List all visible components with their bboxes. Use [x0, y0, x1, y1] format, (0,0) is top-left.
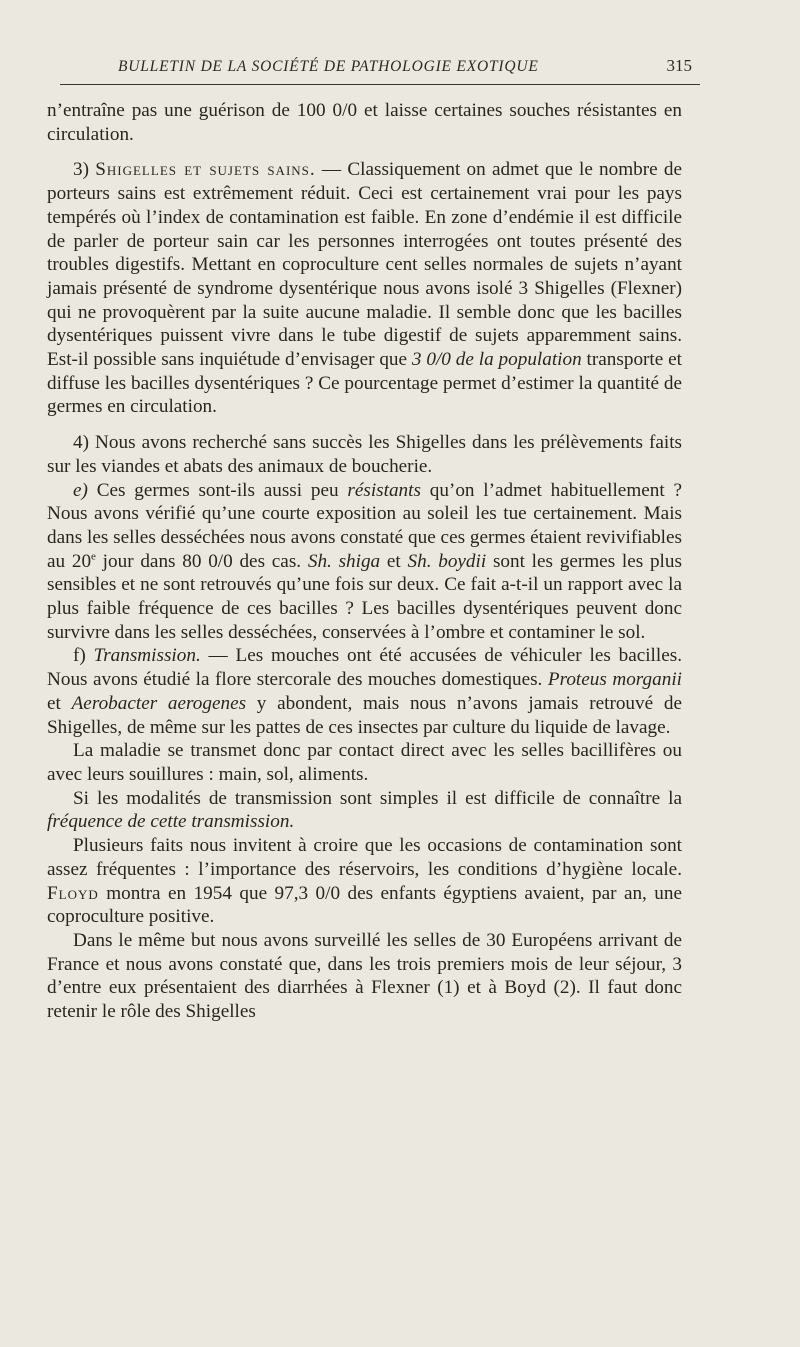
page-number: 315 [666, 56, 692, 75]
paragraph-text: et [47, 692, 72, 714]
emphasis-text: 3 0/0 de la population [411, 349, 582, 371]
running-header [60, 56, 700, 86]
paragraph-frequency [47, 787, 682, 834]
emphasis-text: fréquence de cette transmission. [47, 811, 295, 833]
paragraph-europeans: Dans le même but nous avons surveillé les selles de 30 Européens arrivant de France et nous avons constaté que, dans les trois premiers mois de leur séjour, 3 d’entre eux présentaient des diarrhées à Flexner (1) et à Boyd (2). Il faut donc retenir le rôle des Shigelles [47, 929, 682, 1023]
paragraph-text: Plusieurs faits nous invitent à croire que les occasions de contamination sont assez fréquentes : l’importance des réservoirs, les conditions d’hygiène locale. [47, 835, 682, 880]
article-body [47, 99, 682, 1024]
emphasis-text: résistants [347, 479, 421, 501]
species-name: Sh. shiga [307, 550, 381, 572]
section-number: 3) [73, 159, 89, 181]
author-name: Floyd [47, 882, 99, 904]
paragraph-section-e [47, 479, 682, 645]
paragraph-text: sont les germes les plus sensibles et ne sont retrouvés qu’une fois sur deux. Ce fait a-t-il un rapport avec la plus faible fréquence de ces bacilles ? Les bacilles dysentériques peuvent donc survivre dans les selles desséchées, conservées à l’ombre et contaminer le sol. [47, 550, 682, 643]
section-heading: Transmission. [93, 645, 201, 667]
paragraph-contamination [47, 834, 682, 929]
section-letter: e) [73, 479, 88, 501]
paragraph-section-3 [47, 158, 682, 419]
running-title: BULLETIN DE LA SOCIÉTÉ DE PATHOLOGIE EXOTIQUE [118, 58, 539, 75]
paragraph-text: — Classiquement on admet que le nombre de porteurs sains est extrêmement réduit. Ceci est certainement vrai pour les pays tempérés où l’index de contamination est faible. En zone d’endémie il est difficile de parler de porteur sain car les personnes interrogées ont toutes présenté des troubles digestifs. Mettant en coproculture cent selles normales de sujets n’ayant jamais présenté de syndrome dysentérique nous avons isolé 3 Shigelles (Flexner) qui ne provoquèrent par la suite aucune maladie. Il semble donc que les bacilles dysentériques puissent vivre dans le tube digestif de sujets apparemment sains. Est-il possible sans inquiétude d’envisager que [47, 159, 683, 371]
header-rule [60, 84, 700, 85]
species-name: Aerobacter aerogenes [71, 692, 247, 714]
superscript: e [91, 550, 96, 563]
paragraph-text: jour dans 80 0/0 des cas. [95, 550, 308, 572]
section-heading: Shigelles et sujets sains. [95, 159, 316, 181]
species-name: Sh. boydii [407, 550, 487, 572]
paragraph-section-4: 4) Nous avons recherché sans succès les Shigelles dans les prélèvements faits sur les viandes et abats des animaux de boucherie. [47, 432, 682, 477]
paragraph-transmission: La maladie se transmet donc par contact direct avec les selles bacillifères ou avec leurs souillures : main, sol, aliments. [47, 740, 682, 785]
section-letter: f) [73, 645, 86, 667]
paragraph-text: qu’on l’admet habituellement ? Nous avons vérifié qu’une courte exposition au soleil les tue certainement. Mais dans les selles desséchées nous avons constaté que ces germes étaient revivifiables au 20 [47, 479, 682, 572]
paragraph-section-f [47, 644, 682, 739]
paragraph-text: — Les mouches ont été accusées de véhiculer les bacilles. Nous avons étudié la flore stercorale des mouches domestiques. [47, 645, 682, 691]
paragraph-text: montra en 1954 que 97,3 0/0 des enfants égyptiens avaient, par an, une coproculture positive. [47, 882, 682, 928]
species-name: Proteus morganii [547, 669, 682, 691]
paragraph-text: y abondent, mais nous n’avons jamais retrouvé de Shigelles, de même sur les pattes de ces insectes par culture du liquide de lavage. [47, 692, 682, 738]
paragraph-text: transporte et diffuse les bacilles dysentériques ? Ce pourcentage permet d’estimer la quantité de germes en circulation. [47, 349, 682, 418]
paragraph-text: et [380, 550, 408, 572]
paragraph-text: Si les modalités de transmission sont simples il est difficile de connaître la [73, 787, 682, 809]
paragraph-text: Ces germes sont-ils aussi peu [87, 479, 348, 501]
paragraph-continuation: n’entraîne pas une guérison de 100 0/0 et laisse certaines souches résistantes en circulation. [47, 100, 682, 145]
